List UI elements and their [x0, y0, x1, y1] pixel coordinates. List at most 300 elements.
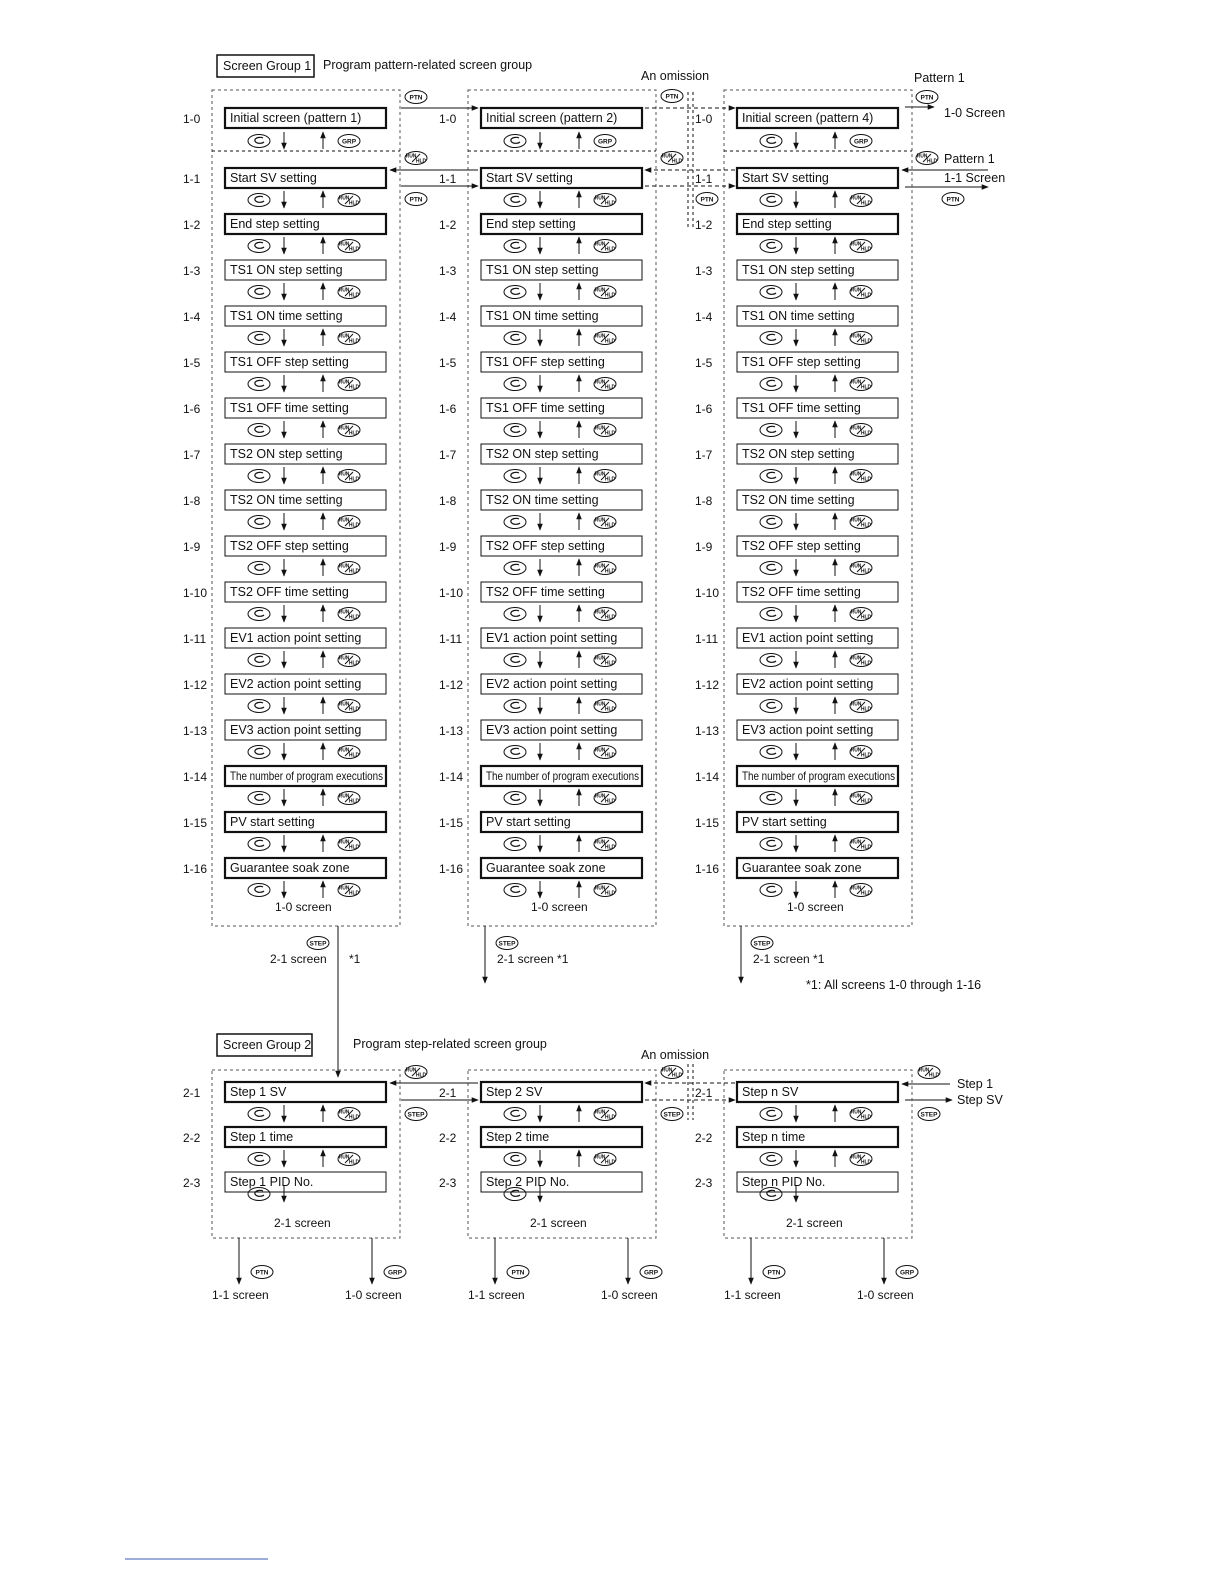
cycle-key-icon	[760, 884, 782, 897]
screen-1-4-label: TS1 ON time setting	[230, 309, 343, 323]
cycle-key-outline	[248, 516, 270, 529]
cycle-key-arrow	[255, 886, 264, 892]
screen-id: 1-11	[695, 632, 719, 646]
cycle-key-arrow	[255, 656, 264, 662]
run-hld-key-icon	[594, 608, 616, 621]
run-hld-key-icon	[594, 240, 616, 253]
step-screen-2-1-label: Step 2 SV	[486, 1085, 543, 1099]
cycle-key-outline	[248, 654, 270, 667]
cycle-key-icon	[760, 194, 782, 207]
run-hld-key-hld: HLD	[860, 200, 872, 207]
cycle-key-outline	[504, 838, 526, 851]
screen-1-3-label: TS1 ON step setting	[486, 263, 599, 277]
cycle-key-outline	[504, 240, 526, 253]
cycle-key-outline	[248, 700, 270, 713]
ptn-key-icon-label: PTN	[511, 1269, 525, 1277]
cycle-key-arrow	[511, 702, 520, 708]
cycle-key-arrow	[255, 196, 264, 202]
screen-id: 1-15	[183, 816, 208, 830]
screen-1-12-label: EV2 action point setting	[230, 677, 362, 691]
cycle-key-outline	[248, 332, 270, 345]
run-hld-key-hld: HLD	[860, 522, 872, 529]
run-hld-key-run: RUN	[338, 747, 350, 754]
run-hld-key-run: RUN	[850, 609, 862, 616]
step-out-label: 2-1 screen *1	[753, 952, 825, 966]
cycle-key-arrow	[255, 564, 264, 570]
run-hld-key-run: RUN	[850, 1109, 862, 1116]
run-hld-key-icon	[594, 792, 616, 805]
screen-1-11-label: EV1 action point setting	[230, 631, 362, 645]
run-hld-key-icon	[594, 562, 616, 575]
cycle-key-arrow	[255, 610, 264, 616]
screen-id: 1-5	[695, 356, 713, 370]
screen-id: 1-8	[183, 494, 201, 508]
run-hld-key-icon	[338, 286, 360, 299]
cycle-key-arrow	[255, 426, 264, 432]
cycle-key-icon	[760, 562, 782, 575]
screen-1-11-label: EV1 action point setting	[486, 631, 618, 645]
run-hld-key-run: RUN	[338, 563, 350, 570]
pattern1-note-a: Pattern 1	[914, 71, 965, 85]
run-hld-key-run: RUN	[850, 471, 862, 478]
cycle-key-arrow	[767, 794, 776, 800]
cycle-key-icon	[760, 1153, 782, 1166]
run-hld-key-run: RUN	[338, 379, 350, 386]
cycle-key-arrow	[511, 426, 520, 432]
cycle-key-outline	[504, 194, 526, 207]
cycle-key-arrow	[255, 472, 264, 478]
group1-badge: Screen Group 1	[223, 59, 312, 73]
cycle-key-icon	[504, 286, 526, 299]
screen-1-13-label: EV3 action point setting	[486, 723, 618, 737]
cycle-key-icon	[248, 608, 270, 621]
cycle-key-outline	[760, 516, 782, 529]
run-hld-key-run: RUN	[850, 701, 862, 708]
screen-1-6-label: TS1 OFF time setting	[230, 401, 349, 415]
screen-1-13-label: EV3 action point setting	[230, 723, 362, 737]
exit-label-right: 1-0 screen	[601, 1288, 658, 1302]
step-key-icon	[405, 1108, 427, 1121]
ptn-key-icon	[916, 91, 938, 104]
run-hld-key-icon	[594, 838, 616, 851]
run-hld-key-icon	[850, 792, 872, 805]
cycle-key-arrow	[767, 840, 776, 846]
cycle-key-arrow	[767, 242, 776, 248]
step-key-icon-label: STEP	[663, 1111, 681, 1119]
run-hld-key-hld: HLD	[604, 430, 616, 437]
screen-1-3-label: TS1 ON step setting	[742, 263, 855, 277]
run-hld-key-run: RUN	[850, 517, 862, 524]
screen-1-8-label: TS2 ON time setting	[742, 493, 855, 507]
cycle-key-icon	[760, 654, 782, 667]
screen-id: 2-3	[695, 1176, 713, 1190]
run-hld-key-hld: HLD	[671, 1072, 683, 1079]
screen-id: 1-13	[439, 724, 464, 738]
cycle-key-icon	[248, 424, 270, 437]
run-hld-key-hld: HLD	[348, 384, 360, 391]
cycle-key-arrow	[511, 137, 520, 143]
run-hld-key-run: RUN	[338, 287, 350, 294]
cycle-key-icon	[504, 424, 526, 437]
run-hld-key-run: RUN	[661, 153, 673, 160]
screen-id: 2-3	[439, 1176, 457, 1190]
run-hld-key-icon	[594, 194, 616, 207]
step-key-icon	[918, 1108, 940, 1121]
cycle-key-outline	[760, 194, 782, 207]
cycle-key-outline	[760, 1108, 782, 1121]
cycle-key-arrow	[255, 380, 264, 386]
cycle-key-icon	[504, 838, 526, 851]
grp-key-icon-label: GRP	[899, 1269, 915, 1277]
screen-id: 1-15	[695, 816, 720, 830]
screen-id: 2-3	[183, 1176, 201, 1190]
screen-id: 2-2	[695, 1131, 713, 1145]
cycle-key-icon	[248, 240, 270, 253]
run-hld-key-icon	[661, 1066, 683, 1079]
run-hld-key-run: RUN	[338, 425, 350, 432]
run-hld-key-hld: HLD	[860, 476, 872, 483]
screen-1-12-label: EV2 action point setting	[486, 677, 618, 691]
cycle-key-icon	[248, 378, 270, 391]
screen-1-16-label: Guarantee soak zone	[230, 861, 350, 875]
cycle-key-icon	[504, 654, 526, 667]
cycle-key-icon	[248, 135, 270, 148]
run-hld-key-hld: HLD	[928, 1072, 940, 1079]
column-footer: 1-0 screen	[275, 900, 332, 914]
screen-id: 1-11	[439, 632, 463, 646]
cycle-key-outline	[248, 1153, 270, 1166]
initial-screen-pattern-3-label: Initial screen (pattern 4)	[742, 111, 874, 125]
cycle-key-icon	[248, 470, 270, 483]
run-hld-key-run: RUN	[916, 153, 928, 160]
screen-1-15-label: PV start setting	[486, 815, 571, 829]
run-hld-key-icon	[850, 746, 872, 759]
run-hld-key-icon	[594, 654, 616, 667]
run-hld-key-run: RUN	[850, 885, 862, 892]
run-hld-key-run: RUN	[594, 471, 606, 478]
step-screen-3-1-label: Step n SV	[742, 1085, 799, 1099]
run-hld-key-hld: HLD	[604, 384, 616, 391]
screen-1-14-label: The number of program executions	[230, 769, 383, 783]
run-hld-key-run: RUN	[594, 701, 606, 708]
cycle-key-arrow	[511, 334, 520, 340]
cycle-key-arrow	[511, 610, 520, 616]
cycle-key-icon	[760, 838, 782, 851]
grp-key-icon	[850, 135, 872, 148]
run-hld-key-hld: HLD	[860, 614, 872, 621]
cycle-key-icon	[504, 516, 526, 529]
group2-title: Program step-related screen group	[353, 1037, 547, 1051]
run-hld-key-run: RUN	[661, 1067, 673, 1074]
run-hld-key-icon	[850, 608, 872, 621]
run-hld-key-run: RUN	[594, 517, 606, 524]
run-hld-key-icon	[594, 332, 616, 345]
screen-id: 1-10	[183, 586, 208, 600]
screen-1-2-label: End step setting	[230, 217, 320, 231]
cycle-key-icon	[504, 194, 526, 207]
screen-1-12-label: EV2 action point setting	[742, 677, 874, 691]
cycle-key-arrow	[255, 288, 264, 294]
cycle-key-outline	[504, 746, 526, 759]
ptn-key-icon	[507, 1266, 529, 1279]
screen-id: 1-2	[183, 218, 201, 232]
grp-key-icon-label: GRP	[597, 138, 613, 146]
run-hld-key-icon	[594, 424, 616, 437]
column-footer: 2-1 screen	[274, 1216, 331, 1230]
run-hld-key-hld: HLD	[860, 660, 872, 667]
run-hld-key-run: RUN	[338, 655, 350, 662]
run-hld-key-icon	[850, 884, 872, 897]
run-hld-key-icon	[338, 378, 360, 391]
cycle-key-outline	[504, 1153, 526, 1166]
run-hld-key-icon	[661, 152, 683, 165]
group1-title: Program pattern-related screen group	[323, 58, 533, 72]
cycle-key-outline	[248, 792, 270, 805]
cycle-key-icon	[760, 608, 782, 621]
run-hld-key-icon	[338, 1153, 360, 1166]
run-hld-key-icon	[850, 1153, 872, 1166]
run-hld-key-icon	[850, 332, 872, 345]
cycle-key-outline	[760, 1153, 782, 1166]
screen-note-b: 1-1 Screen	[944, 171, 1006, 185]
cycle-key-arrow	[767, 380, 776, 386]
run-hld-key-hld: HLD	[348, 890, 360, 897]
screen-id: 1-7	[183, 448, 201, 462]
cycle-key-arrow	[767, 518, 776, 524]
cycle-key-outline	[504, 700, 526, 713]
ptn-key-icon-label: PTN	[700, 196, 714, 204]
screen-id: 1-2	[439, 218, 457, 232]
run-hld-key-run: RUN	[594, 425, 606, 432]
cycle-key-outline	[248, 378, 270, 391]
screen-1-8-label: TS2 ON time setting	[230, 493, 343, 507]
cycle-key-icon	[248, 286, 270, 299]
run-hld-key-run: RUN	[405, 1067, 417, 1074]
screen-1-1-label: Start SV setting	[486, 171, 573, 185]
cycle-key-icon	[760, 1108, 782, 1121]
ptn-key-icon-label: PTN	[409, 94, 423, 102]
screen-id: 1-1	[695, 172, 713, 186]
cycle-key-icon	[760, 135, 782, 148]
cycle-key-icon	[760, 424, 782, 437]
run-hld-key-icon	[850, 700, 872, 713]
cycle-key-icon	[504, 332, 526, 345]
screen-id: 1-2	[695, 218, 713, 232]
screen-1-11-label: EV1 action point setting	[742, 631, 874, 645]
initial-screen-pattern-1-label: Initial screen (pattern 1)	[230, 111, 362, 125]
run-hld-key-run: RUN	[918, 1067, 930, 1074]
grp-key-icon	[338, 135, 360, 148]
run-hld-key-run: RUN	[850, 333, 862, 340]
run-hld-key-run: RUN	[338, 471, 350, 478]
step-key-icon-label: STEP	[309, 940, 327, 948]
cycle-key-outline	[760, 792, 782, 805]
screen-id: 1-4	[439, 310, 457, 324]
run-hld-key-run: RUN	[338, 1154, 350, 1161]
cycle-key-icon	[248, 516, 270, 529]
cycle-key-arrow	[255, 137, 264, 143]
run-hld-key-hld: HLD	[604, 246, 616, 253]
run-hld-key-hld: HLD	[348, 246, 360, 253]
cycle-key-icon	[248, 700, 270, 713]
cycle-key-arrow	[511, 242, 520, 248]
screen-1-9-label: TS2 OFF step setting	[742, 539, 861, 553]
screen-id: 1-14	[183, 770, 208, 784]
step-key-icon	[751, 937, 773, 950]
cycle-key-outline	[504, 1108, 526, 1121]
screen-id: 1-14	[695, 770, 720, 784]
screen-1-5-label: TS1 OFF step setting	[230, 355, 349, 369]
screen-id: 1-10	[439, 586, 464, 600]
run-hld-key-run: RUN	[594, 563, 606, 570]
run-hld-key-run: RUN	[338, 241, 350, 248]
run-hld-key-run: RUN	[338, 885, 350, 892]
cycle-key-outline	[760, 608, 782, 621]
cycle-key-icon	[248, 1153, 270, 1166]
run-hld-key-run: RUN	[850, 1154, 862, 1161]
step-key-icon-label: STEP	[498, 940, 516, 948]
grp-key-icon-label: GRP	[643, 1269, 659, 1277]
run-hld-key-hld: HLD	[348, 568, 360, 575]
run-hld-key-icon	[594, 1108, 616, 1121]
screen-1-14-label: The number of program executions	[486, 769, 639, 783]
cycle-key-outline	[760, 838, 782, 851]
screen-id: 1-16	[439, 862, 464, 876]
cycle-key-arrow	[511, 794, 520, 800]
run-hld-key-hld: HLD	[604, 476, 616, 483]
run-hld-key-run: RUN	[594, 839, 606, 846]
run-hld-key-hld: HLD	[604, 200, 616, 207]
cycle-key-outline	[248, 424, 270, 437]
cycle-key-arrow	[255, 334, 264, 340]
run-hld-key-icon	[850, 424, 872, 437]
cycle-key-icon	[248, 562, 270, 575]
run-hld-key-run: RUN	[405, 153, 417, 160]
run-hld-key-icon	[338, 332, 360, 345]
exit-label-left: 1-1 screen	[724, 1288, 781, 1302]
ptn-key-icon	[405, 193, 427, 206]
run-hld-key-run: RUN	[850, 839, 862, 846]
cycle-key-arrow	[511, 564, 520, 570]
cycle-key-icon	[504, 135, 526, 148]
cycle-key-icon	[760, 516, 782, 529]
cycle-key-outline	[504, 470, 526, 483]
screen-id: 1-3	[183, 264, 201, 278]
run-hld-key-icon	[850, 516, 872, 529]
screen-id: 1-13	[695, 724, 720, 738]
screen-id: 1-5	[183, 356, 201, 370]
cycle-key-icon	[504, 470, 526, 483]
run-hld-key-hld: HLD	[860, 246, 872, 253]
run-hld-key-icon	[850, 654, 872, 667]
footnote-ref: *1	[349, 952, 361, 966]
run-hld-key-run: RUN	[338, 793, 350, 800]
run-hld-key-hld: HLD	[860, 844, 872, 851]
cycle-key-icon	[760, 746, 782, 759]
screen-id: 1-13	[183, 724, 208, 738]
run-hld-key-hld: HLD	[604, 522, 616, 529]
cycle-key-arrow	[255, 702, 264, 708]
run-hld-key-run: RUN	[338, 701, 350, 708]
cycle-key-icon	[504, 884, 526, 897]
cycle-key-outline	[504, 884, 526, 897]
run-hld-key-hld: HLD	[604, 752, 616, 759]
screen-1-1-label: Start SV setting	[230, 171, 317, 185]
cycle-key-arrow	[767, 702, 776, 708]
cycle-key-arrow	[767, 1155, 776, 1161]
screen-1-15-label: PV start setting	[230, 815, 315, 829]
cycle-key-outline	[504, 654, 526, 667]
cycle-key-icon	[504, 378, 526, 391]
run-hld-key-icon	[338, 562, 360, 575]
cycle-key-icon	[504, 1153, 526, 1166]
run-hld-key-hld: HLD	[604, 338, 616, 345]
ptn-key-icon	[942, 193, 964, 206]
screen-1-7-label: TS2 ON step setting	[486, 447, 599, 461]
column-footer: 2-1 screen	[786, 1216, 843, 1230]
screen-id: 1-0	[183, 112, 201, 126]
screen-id: 1-1	[439, 172, 457, 186]
cycle-key-icon	[760, 332, 782, 345]
run-hld-key-run: RUN	[594, 241, 606, 248]
cycle-key-outline	[760, 654, 782, 667]
step-screen-2-2-label: Step 2 time	[486, 1130, 550, 1144]
screen-id: 1-3	[695, 264, 713, 278]
exit-label-left: 1-1 screen	[468, 1288, 525, 1302]
cycle-key-outline	[760, 700, 782, 713]
cycle-key-icon	[760, 792, 782, 805]
ptn-key-icon	[696, 193, 718, 206]
cycle-key-arrow	[255, 748, 264, 754]
run-hld-key-icon	[338, 746, 360, 759]
cycle-key-outline	[248, 1108, 270, 1121]
cycle-key-outline	[504, 608, 526, 621]
cycle-key-icon	[760, 240, 782, 253]
run-hld-key-run: RUN	[594, 747, 606, 754]
run-hld-key-hld: HLD	[604, 292, 616, 299]
run-hld-key-icon	[850, 562, 872, 575]
cycle-key-arrow	[511, 196, 520, 202]
cycle-key-icon	[760, 286, 782, 299]
step1-note: Step 1	[957, 1077, 994, 1091]
cycle-key-arrow	[767, 564, 776, 570]
screen-1-3-label: TS1 ON step setting	[230, 263, 343, 277]
run-hld-key-icon	[405, 1066, 427, 1079]
run-hld-key-run: RUN	[594, 1109, 606, 1116]
screen-id: 2-1	[183, 1086, 201, 1100]
step-out-label: 2-1 screen *1	[497, 952, 569, 966]
run-hld-key-icon	[918, 1066, 940, 1079]
run-hld-key-run: RUN	[338, 195, 350, 202]
run-hld-key-run: RUN	[338, 517, 350, 524]
cycle-key-arrow	[511, 886, 520, 892]
ptn-key-icon-label: PTN	[409, 196, 423, 204]
grp-key-icon	[896, 1266, 918, 1279]
column-footer: 1-0 screen	[787, 900, 844, 914]
run-hld-key-icon	[338, 838, 360, 851]
screen-1-14-label: The number of program executions	[742, 769, 895, 783]
run-hld-key-icon	[338, 608, 360, 621]
run-hld-key-icon	[594, 700, 616, 713]
step-out-label: 2-1 screen	[270, 952, 327, 966]
run-hld-key-hld: HLD	[348, 338, 360, 345]
run-hld-key-run: RUN	[338, 333, 350, 340]
cycle-key-arrow	[511, 748, 520, 754]
run-hld-key-hld: HLD	[348, 706, 360, 713]
cycle-key-icon	[504, 240, 526, 253]
exit-label-right: 1-0 screen	[857, 1288, 914, 1302]
screen-id: 2-2	[439, 1131, 457, 1145]
